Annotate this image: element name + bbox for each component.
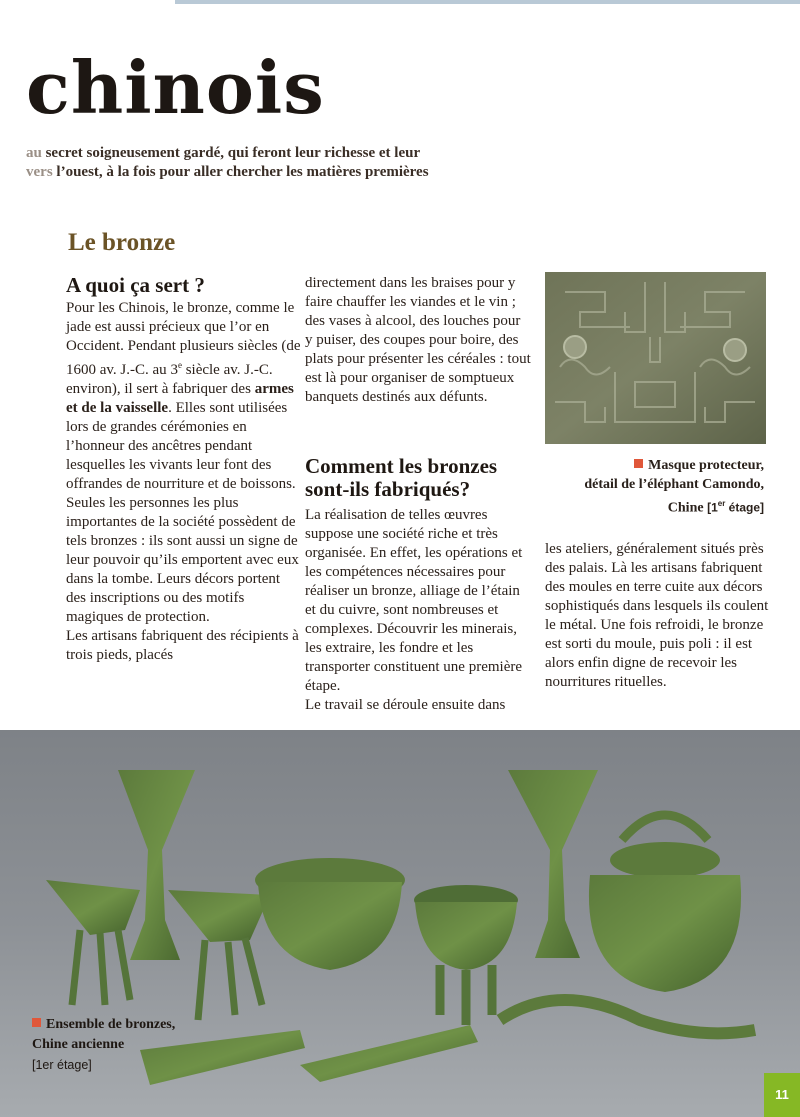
q1-paragraph-2: Seules les personnes les plus importantes de la société possèdent de tels bronzes : ils sont aussi un signe de leur pouvoir qu’ils emportent avec eux dans la tombe. Leurs décors portent des inscriptions ou des motifs magiques de protection. <box>66 495 299 625</box>
column-1 <box>66 274 302 665</box>
section-title: Le bronze <box>68 229 176 256</box>
top-decorative-rule <box>175 0 800 4</box>
q2-paragraph-2: Le travail se déroule ensuite dans <box>305 697 506 713</box>
caption-bullet-icon <box>32 1018 41 1027</box>
q2-paragraph-1: La réalisation de telles œuvres suppose une société riche et très organisée. En effet, les opérations et les compétences nécessaires pour réaliser un bronze, alliage de l’étain et du cuivre, sont nombreuses et complexes. Découvrir les minerais, les extraire, les fondre et les transporter constituent une première étape. <box>305 507 523 694</box>
question-2-heading: Comment les bronzes sont-ils fabriqués? <box>305 454 498 501</box>
question-1-heading: A quoi ça sert ? <box>66 273 205 297</box>
intro-text: au secret soigneusement gardé, qui feront leur richesse et leur vers l’ouest, à la fois pour aller chercher les matières premières <box>26 145 429 180</box>
bronzes-photo-caption: Ensemble de bronzes, Chine ancienne [1er étage] <box>32 1017 176 1072</box>
q1-paragraph-4: directement dans les braises pour y faire chauffer les viandes et le vin ; des vases à alcool, des louches pour y puiser, des coupes pour boire, des plats pour présenter les céréales : tout est là pour organiser de somptueux banquets destinés aux défunts. <box>305 275 531 405</box>
q1-paragraph-3: Les artisans fabriquent des récipients à trois pieds, placés <box>66 628 299 663</box>
column-2-top <box>305 274 531 407</box>
mask-photo-caption: Masque protecteur, détail de l’éléphant Camondo, Chine [1er étage] <box>584 458 764 516</box>
column-2-bottom <box>305 506 533 715</box>
mask-detail-photo <box>545 272 766 444</box>
caption-bullet-icon <box>634 459 643 468</box>
chapter-title: chinois <box>26 45 325 130</box>
page-number: 11 <box>764 1073 800 1117</box>
column-3 <box>545 540 775 692</box>
q2-paragraph-3: les ateliers, généralement situés près des palais. Là les artisans fabriquent des moules en terre cuite aux décors sophistiqués dans lesquels ils coulent le métal. Une fois refroidi, le bronze est sorti du moule, puis poli : il est alors enfin digne de recevoir les nourritures rituelles. <box>545 541 769 690</box>
q1-paragraph-1: Pour les Chinois, le bronze, comme le jade est aussi précieux que l’or en Occident. Pendant plusieurs siècles (de 1600 av. J.-C. au 3e siècle av. J.-C. environ), il sert à fabriquer des armes et de la vaisselle. Elles sont utilisées lors de grandes cérémonies en l’honneur des ancêtres pendant lesquelles les vivants leur font des offrandes de nourriture et de boissons. <box>66 300 301 492</box>
